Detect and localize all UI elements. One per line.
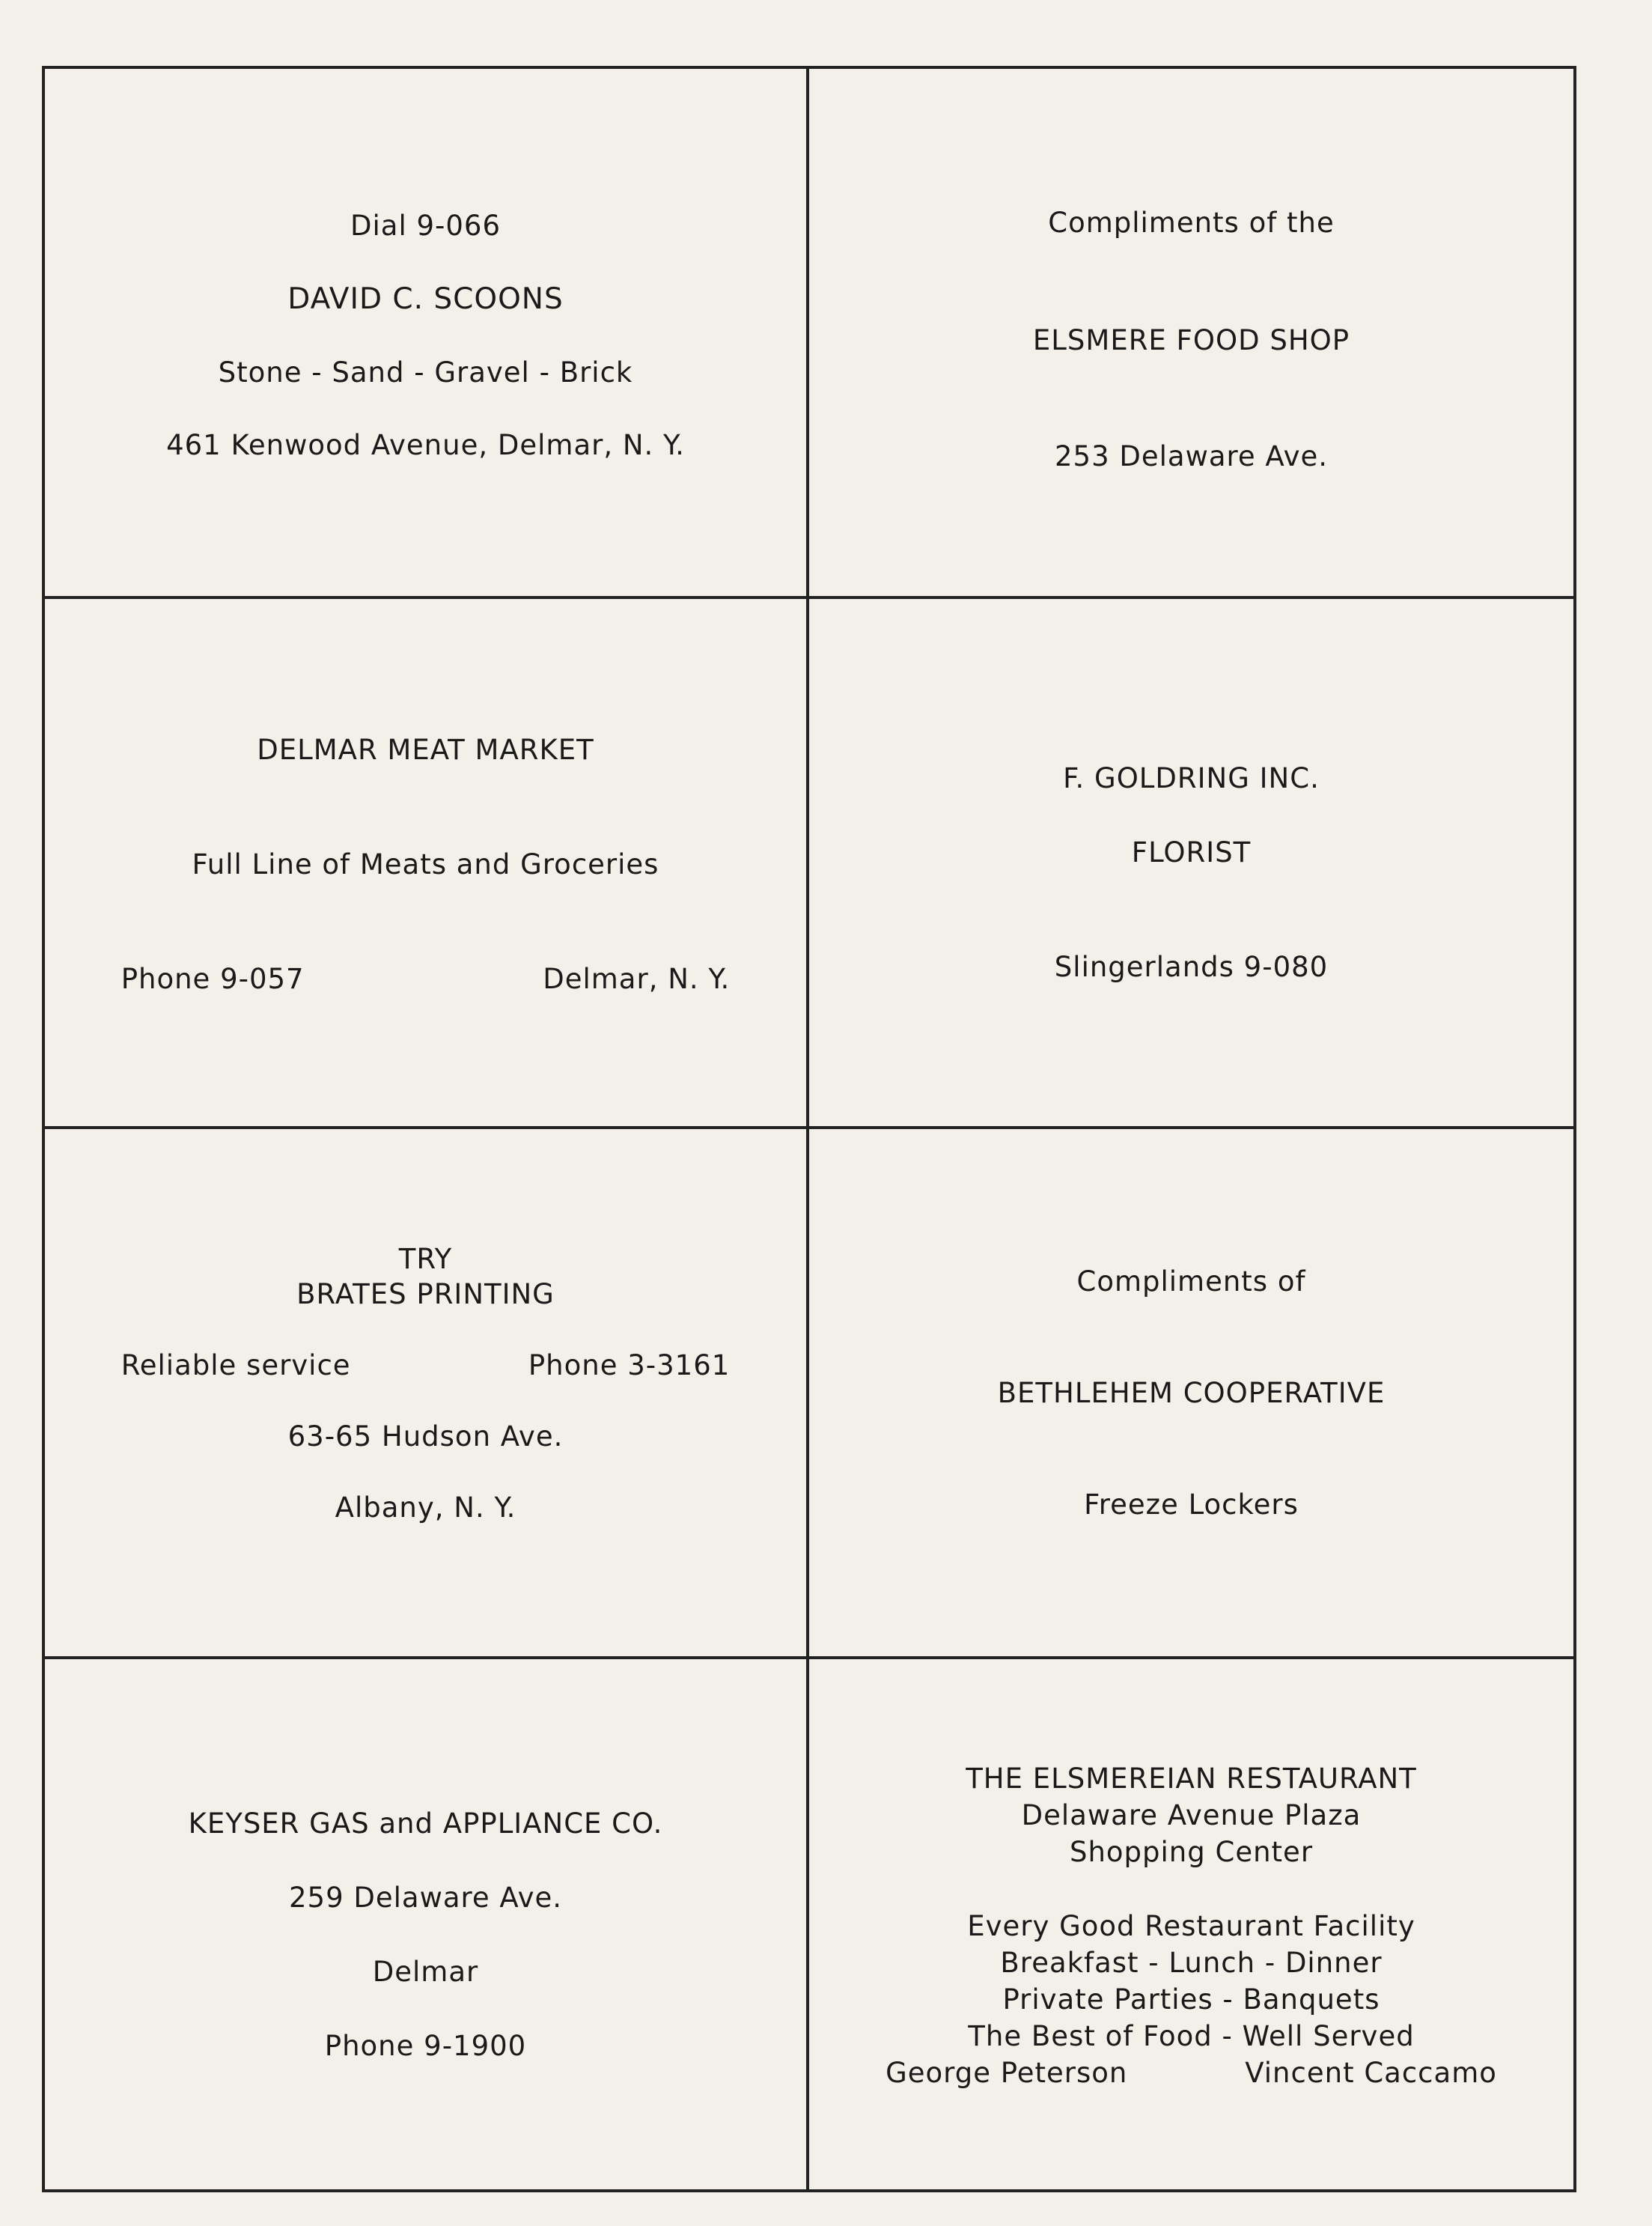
scoons-name: DAVID C. SCOONS (287, 282, 564, 316)
ad-brates-printing (45, 1129, 809, 1659)
ad-elsmere-food-shop (809, 69, 1573, 599)
ad-scoons (45, 69, 809, 599)
delmar-meat-tagline: Full Line of Meats and Groceries (192, 848, 659, 881)
ad-delmar-meat-market (45, 599, 809, 1129)
elsmereian-location-2: Shopping Center (1069, 1836, 1314, 1868)
brates-city: Albany, N. Y. (335, 1491, 516, 1524)
brates-name: BRATES PRINTING (296, 1278, 555, 1310)
scoons-address: 461 Kenwood Avenue, Delmar, N. Y. (166, 429, 685, 461)
ad-goldring-florist (809, 599, 1573, 1129)
elsmereian-location-1: Delaware Avenue Plaza (1021, 1799, 1362, 1831)
bethlehem-intro: Compliments of (1076, 1265, 1306, 1298)
keyser-city: Delmar (372, 1956, 479, 1988)
elsmereian-facility-1: Every Good Restaurant Facility (967, 1910, 1415, 1942)
elsmereian-facility-2: Breakfast - Lunch - Dinner (1000, 1947, 1383, 1979)
keyser-name: KEYSER GAS and APPLIANCE CO. (188, 1807, 663, 1840)
bethlehem-name: BETHLEHEM COOPERATIVE (997, 1377, 1386, 1409)
brates-intro: TRY (398, 1243, 453, 1275)
goldring-name: F. GOLDRING INC. (1063, 762, 1320, 794)
elsmereian-facility-4: The Best of Food - Well Served (968, 2020, 1415, 2052)
scoons-phone: Dial 9-066 (350, 210, 501, 242)
goldring-type: FLORIST (1131, 836, 1252, 869)
ad-grid (42, 66, 1576, 2192)
elsmere-food-address: 253 Delaware Ave. (1054, 440, 1328, 472)
elsmereian-owner-2: Vincent Caccamo (1245, 2057, 1497, 2089)
ad-elsmereian-restaurant (809, 1659, 1573, 2189)
keyser-address: 259 Delaware Ave. (288, 1882, 562, 1914)
elsmereian-facility-3: Private Parties - Banquets (1002, 1983, 1380, 2016)
elsmereian-name: THE ELSMEREIAN RESTAURANT (966, 1763, 1417, 1795)
brates-address: 63-65 Hudson Ave. (287, 1420, 564, 1453)
elsmere-food-intro: Compliments of the (1048, 207, 1335, 239)
brates-phone: Phone 3-3161 (528, 1349, 731, 1381)
scoons-products: Stone - Sand - Gravel - Brick (218, 356, 633, 389)
ad-bethlehem-cooperative (809, 1129, 1573, 1659)
brates-service: Reliable service (121, 1349, 351, 1381)
goldring-phone: Slingerlands 9-080 (1054, 951, 1329, 983)
elsmereian-owners-row (886, 2057, 1497, 2089)
brates-service-row (121, 1349, 731, 1381)
delmar-meat-location: Delmar, N. Y. (543, 963, 731, 995)
elsmereian-owner-1: George Peterson (886, 2057, 1128, 2089)
keyser-phone: Phone 9-1900 (324, 2030, 527, 2062)
delmar-meat-phone: Phone 9-057 (121, 963, 305, 995)
bethlehem-service: Freeze Lockers (1084, 1488, 1299, 1521)
delmar-meat-contact-row (121, 963, 731, 995)
delmar-meat-name: DELMAR MEAT MARKET (257, 734, 594, 766)
ad-keyser-gas (45, 1659, 809, 2189)
elsmere-food-name: ELSMERE FOOD SHOP (1032, 324, 1350, 356)
